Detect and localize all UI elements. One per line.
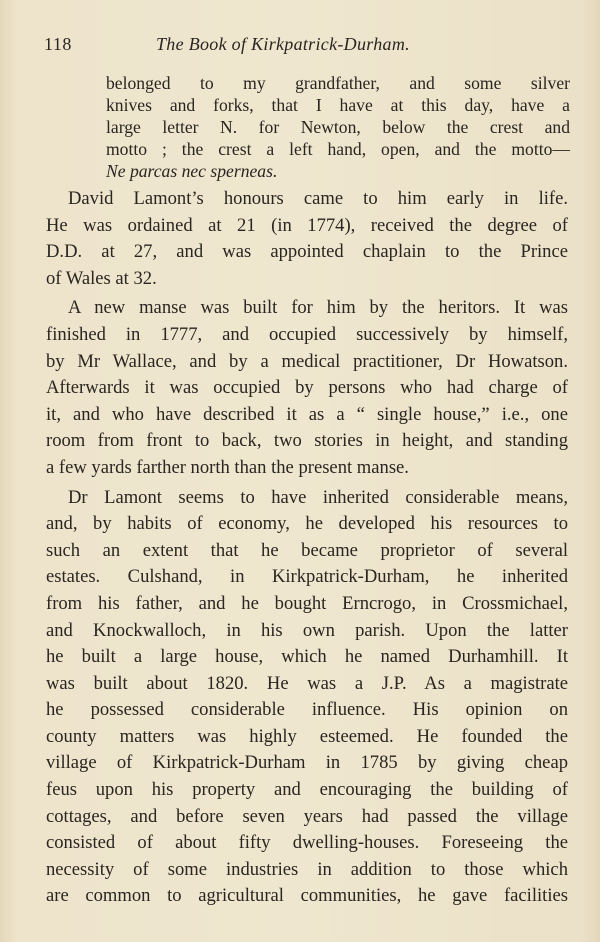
paragraph-line: of Wales at 32.	[46, 267, 157, 289]
paragraph-line: he possessed considerable influence. His opinion on	[46, 699, 568, 721]
paragraph-line: by Mr Wallace, and by a medical practitioner, Dr Howatson.	[46, 350, 568, 372]
paragraph-line: He was ordained at 21 (in 1774), received the degree of	[46, 214, 568, 236]
paragraph-line: and, by habits of economy, he developed his resources to	[46, 513, 568, 535]
paragraph-line: are common to agricultural communities, he gave facilities	[46, 885, 568, 907]
quote-line: knives and forks, that I have at this day, have a	[106, 95, 570, 115]
quote-line: large letter N. for Newton, below the crest and	[106, 117, 570, 137]
page-body	[46, 72, 568, 913]
paragraph-line: was built about 1820. He was a J.P. As a magistrate	[46, 672, 568, 694]
paragraph-line: a few yards farther north than the present manse.	[46, 456, 409, 478]
paragraph-line: Afterwards it was occupied by persons who had charge of	[46, 377, 568, 399]
quote-line: belonged to my grandfather, and some silver	[106, 73, 570, 93]
paragraph-line: David Lamont’s honours came to him early in life.	[68, 188, 568, 209]
paragraph-line: it, and who have described it as a “ single house,” i.e., one	[46, 403, 568, 425]
page-header	[44, 34, 570, 58]
quote-line: motto ; the crest a left hand, open, and the motto—	[106, 139, 570, 159]
paragraph-line: feus upon his property and encouraging the building of	[46, 779, 568, 801]
running-title: The Book of Kirkpatrick-Durham.	[156, 34, 410, 54]
paragraph-line: from his father, and he bought Erncrogo, in Crossmichael,	[46, 592, 568, 614]
paragraph-line: Dr Lamont seems to have inherited considerable means,	[68, 486, 568, 508]
paragraph	[46, 295, 568, 481]
paragraph	[46, 186, 568, 292]
paragraph-line: finished in 1777, and occupied successively by himself,	[46, 323, 568, 345]
paragraph-line: he built a large house, which he named Durhamhill. It	[46, 646, 568, 668]
paragraph	[46, 485, 568, 911]
block-quote	[46, 72, 568, 182]
paragraph-line: necessity of some industries in addition to those which	[46, 858, 568, 880]
quote-motto: Ne parcas nec sperneas.	[106, 161, 278, 181]
paragraph-line: county matters was highly esteemed. He founded the	[46, 725, 568, 747]
paragraph-line: room from front to back, two stories in height, and standing	[46, 430, 568, 452]
paragraph-line: A new manse was built for him by the heritors. It was	[68, 297, 568, 319]
paragraph-line: estates. Culshand, in Kirkpatrick-Durham, he inherited	[46, 566, 568, 588]
paragraph-line: and Knockwalloch, in his own parish. Upon the latter	[46, 619, 568, 641]
paragraph-line: D.D. at 27, and was appointed chaplain to the Prince	[46, 241, 568, 263]
paragraph-line: village of Kirkpatrick-Durham in 1785 by giving cheap	[46, 752, 568, 774]
paragraph-line: cottages, and before seven years had passed the village	[46, 805, 568, 827]
paragraph-line: such an extent that he became proprietor of several	[46, 539, 568, 561]
page-number: 118	[44, 34, 72, 54]
paragraph-line: consisted of about fifty dwelling-houses. Foreseeing the	[46, 832, 568, 854]
